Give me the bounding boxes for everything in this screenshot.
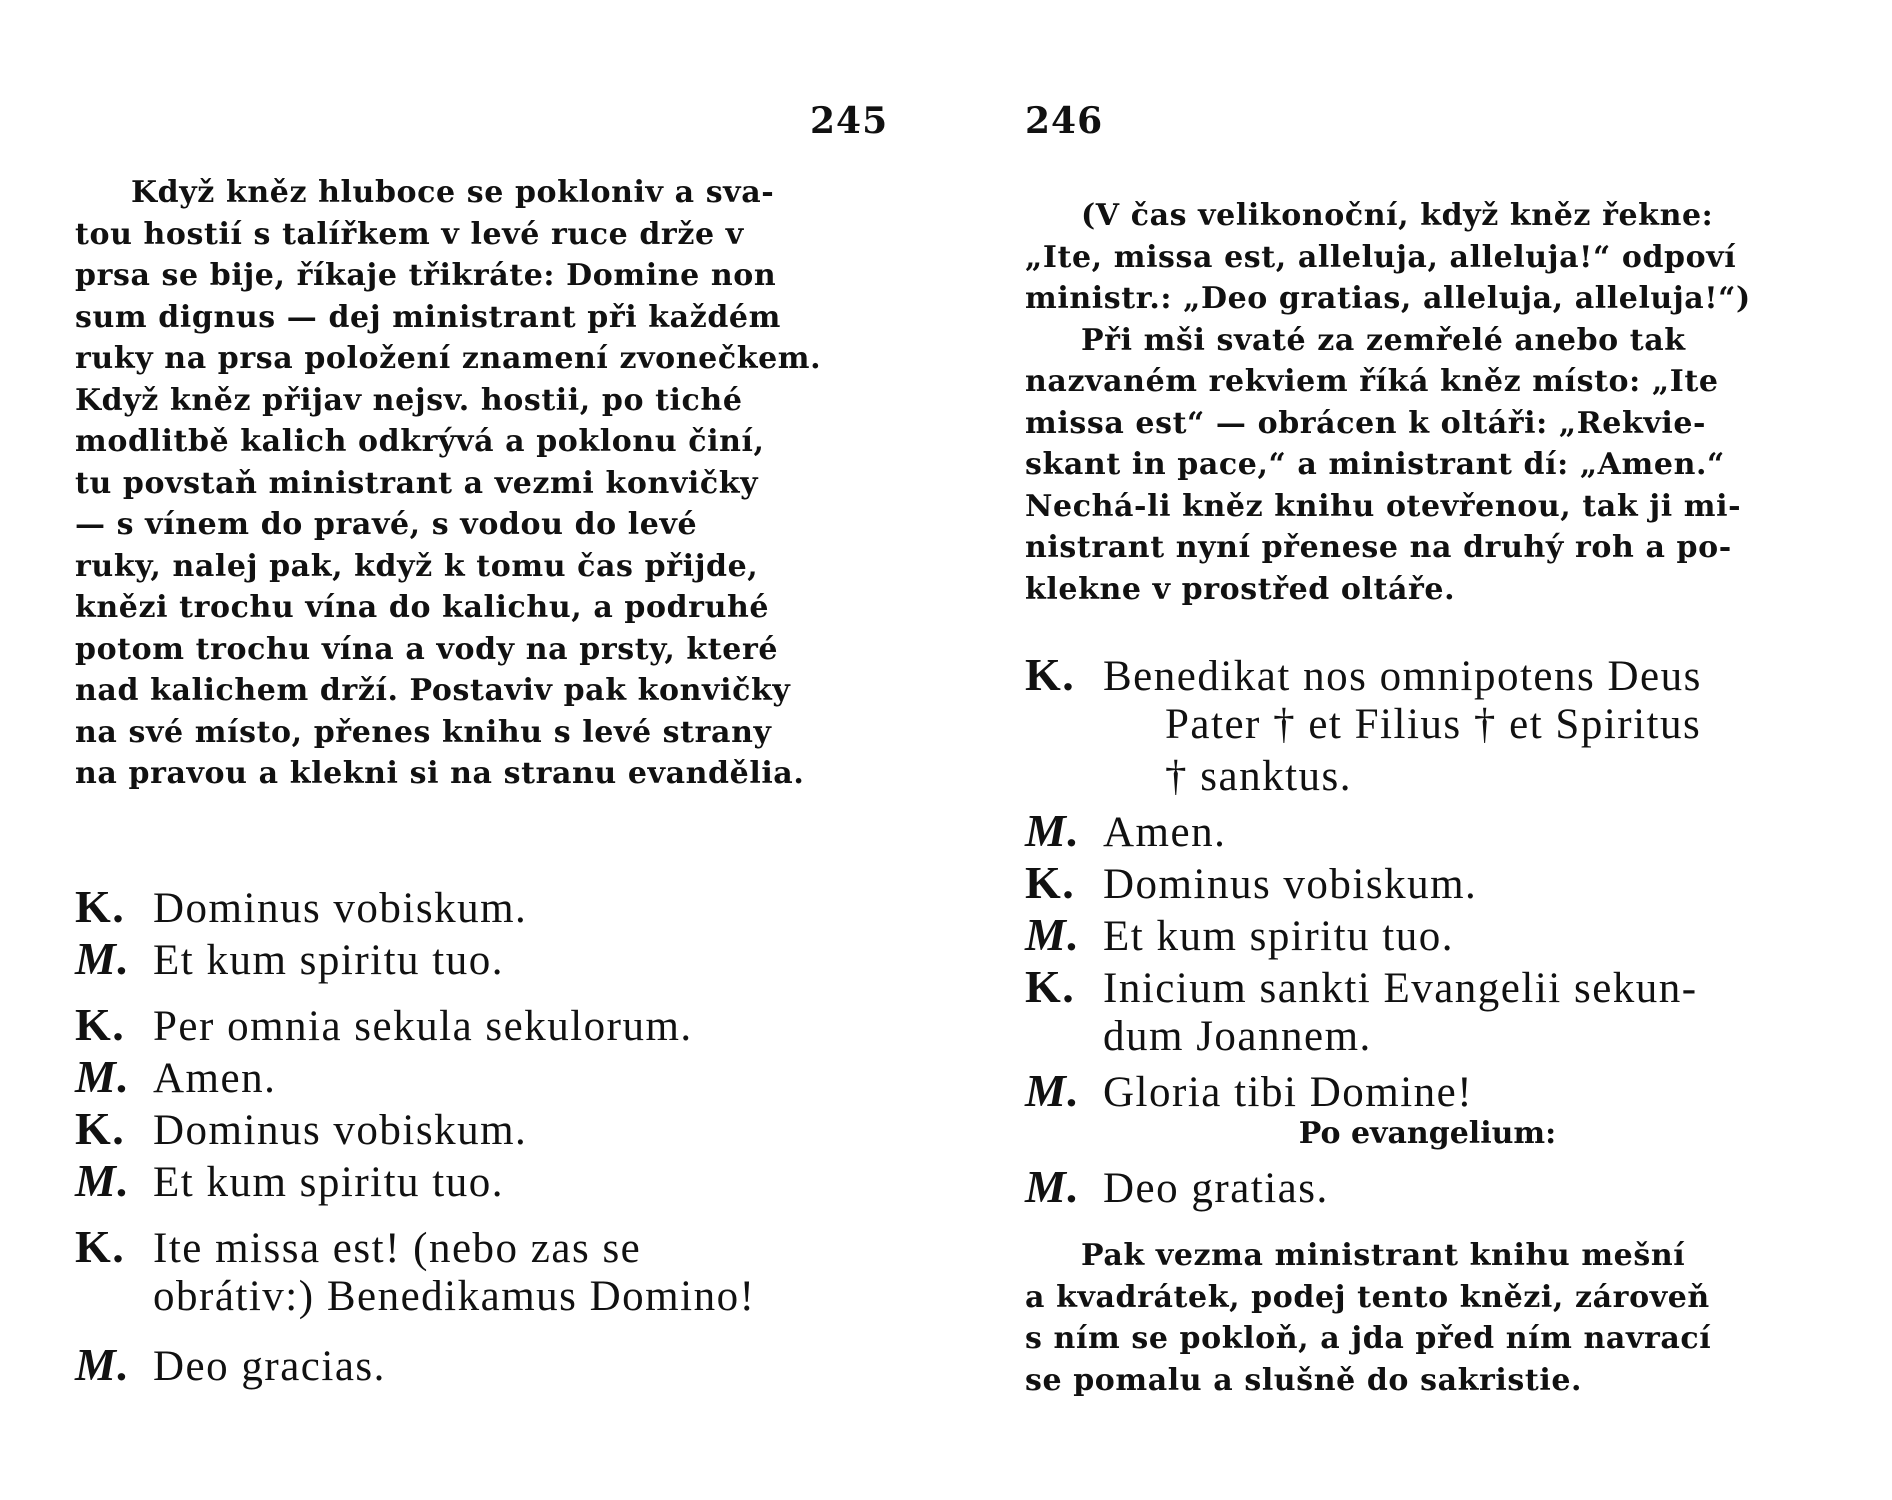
rubric-line: knězi trochu vína do kalichu, a podruhé (75, 590, 770, 625)
dialog-line (75, 932, 885, 984)
dialog-continuation: † sanktus. (1165, 753, 1352, 800)
rubric-line: missa est“ — obrácen k oltáři: „Rekvie- (1025, 405, 1707, 441)
dialog-line (75, 880, 885, 932)
rubric-line: nad kalichem drží. Postaviv pak konvičky (75, 673, 791, 708)
rubric-line: s ním se pokloň, a jda před ním navrací (1025, 1321, 1712, 1356)
after-gospel-heading: Po evangelium: (1298, 1116, 1557, 1151)
dialog-text: Gloria tibi Domine! (1103, 1069, 1474, 1116)
dialog-text: Amen. (153, 1055, 277, 1102)
dialog-continuation: Pater † et Filius † et Spiritus (1165, 701, 1702, 748)
dialog-line (75, 1220, 885, 1272)
rubric-line: tu povstaň ministrant a vezmi konvičky (75, 465, 759, 501)
speaker-label: M. (75, 1051, 131, 1102)
left-dialog (75, 880, 885, 1390)
rubric-line: a kvadrátek, podej tento knězi, zároveň (1025, 1279, 1710, 1315)
speaker-label: M. (75, 1339, 131, 1390)
speaker-label: K. (1025, 649, 1076, 700)
speaker-label: M. (1025, 805, 1081, 856)
dialog-line (75, 1102, 885, 1154)
rubric-line: sum dignus — dej ministrant při každém (75, 299, 781, 335)
right-dialog (1025, 648, 1830, 1212)
rubric-line: Když kněz hluboce se pokloniv a sva- (131, 175, 775, 210)
speaker-label: K. (75, 999, 126, 1050)
speaker-label: K. (75, 1221, 126, 1272)
speaker-label: M. (75, 1155, 131, 1206)
left-page (75, 0, 889, 1500)
dialog-text: Amen. (1103, 809, 1227, 856)
dialog-text: Inicium sankti Evangelii sekun- (1103, 965, 1698, 1012)
rubric-line: nistrant nyní přenese na druhý roh a po- (1025, 530, 1732, 565)
dialog-text: Dominus vobiskum. (153, 885, 528, 932)
rubric-line: tou hostií s talířkem v levé ruce drže v (75, 216, 744, 252)
speaker-label: K. (75, 1103, 126, 1154)
page-number-246: 246 (1025, 100, 1104, 142)
right-page (1025, 0, 1830, 1500)
right-rubric-bottom (1025, 1235, 1830, 1401)
speaker-label: M. (75, 933, 131, 984)
speaker-label: K. (1025, 857, 1076, 908)
dialog-text: Et kum spiritu tuo. (1103, 913, 1454, 960)
dialog-text: Benedikat nos omnipotens Deus (1103, 653, 1702, 700)
rubric-line: prsa se bije, říkaje třikráte: Domine non (75, 258, 777, 293)
dialog-text: Dominus vobiskum. (153, 1107, 528, 1154)
rubric-line: — s vínem do pravé, s vodou do levé (75, 507, 698, 542)
left-rubric (75, 172, 885, 795)
rubric-line: na pravou a klekni si na stranu evandělia. (75, 756, 805, 791)
rubric-line: ruky na prsa položení znamení zvonečkem. (75, 341, 822, 376)
dialog-text: Dominus vobiskum. (1103, 861, 1478, 908)
dialog-continuation: obrátiv:) Benedikamus Domino! (153, 1273, 756, 1320)
dialog-line (1025, 908, 1830, 960)
dialog-line (75, 998, 885, 1050)
dialog-text: Et kum spiritu tuo. (153, 1159, 504, 1206)
speaker-label: K. (1025, 961, 1076, 1012)
dialog-line (1025, 1160, 1830, 1212)
dialog-line (1025, 648, 1830, 700)
dialog-text: Deo gratias. (1103, 1165, 1329, 1212)
dialog-text: Et kum spiritu tuo. (153, 937, 504, 984)
dialog-text: Ite missa est! (nebo zas se (153, 1225, 642, 1272)
right-rubric-top (1025, 195, 1830, 610)
speaker-label: M. (1025, 1161, 1081, 1212)
rubric-line: potom trochu vína a vody na prsty, které (75, 631, 779, 667)
dialog-text: Per omnia sekula sekulorum. (153, 1003, 693, 1050)
rubric-line: ministr.: „Deo gratias, alleluja, alleluja!“) (1025, 281, 1751, 316)
rubric-line: se pomalu a slušně do sakristie. (1025, 1362, 1583, 1398)
dialog-line (75, 1154, 885, 1206)
dialog-line (1025, 1064, 1830, 1116)
rubric-line: Když kněz přijav nejsv. hostii, po tiché (75, 382, 743, 418)
dialog-line (1025, 960, 1830, 1012)
rubric-line: na své místo, přenes knihu s levé strany (75, 714, 772, 750)
dialog-continuation: dum Joannem. (1103, 1013, 1372, 1060)
rubric-line: „Ite, missa est, alleluja, alleluja!“ odpoví (1025, 239, 1737, 275)
rubric-line: skant in pace,“ a ministrant dí: „Amen.“ (1025, 447, 1725, 482)
dialog-text: Deo gracias. (153, 1343, 386, 1390)
rubric-line: nazvaném rekviem říká kněz místo: „Ite (1025, 364, 1719, 399)
speaker-label: M. (1025, 1065, 1081, 1116)
rubric-line: klekne v prostřed oltáře. (1025, 571, 1456, 607)
rubric-line: (V čas velikonoční, když kněz řekne: (1081, 198, 1714, 233)
rubric-line: modlitbě kalich odkrývá a poklonu činí, (75, 424, 765, 459)
page-number-245: 245 (810, 100, 889, 142)
dialog-line (1025, 856, 1830, 908)
speaker-label: K. (75, 881, 126, 932)
rubric-line: Pak vezma ministrant knihu mešní (1081, 1238, 1686, 1273)
dialog-line (75, 1338, 885, 1390)
dialog-line (75, 1050, 885, 1102)
rubric-line: Při mši svaté za zemřelé anebo tak (1081, 322, 1686, 358)
rubric-line: ruky, nalej pak, když k tomu čas přijde, (75, 548, 759, 584)
rubric-line: Nechá-li kněz knihu otevřenou, tak ji mi- (1025, 488, 1742, 524)
speaker-label: M. (1025, 909, 1081, 960)
dialog-line (1025, 804, 1830, 856)
